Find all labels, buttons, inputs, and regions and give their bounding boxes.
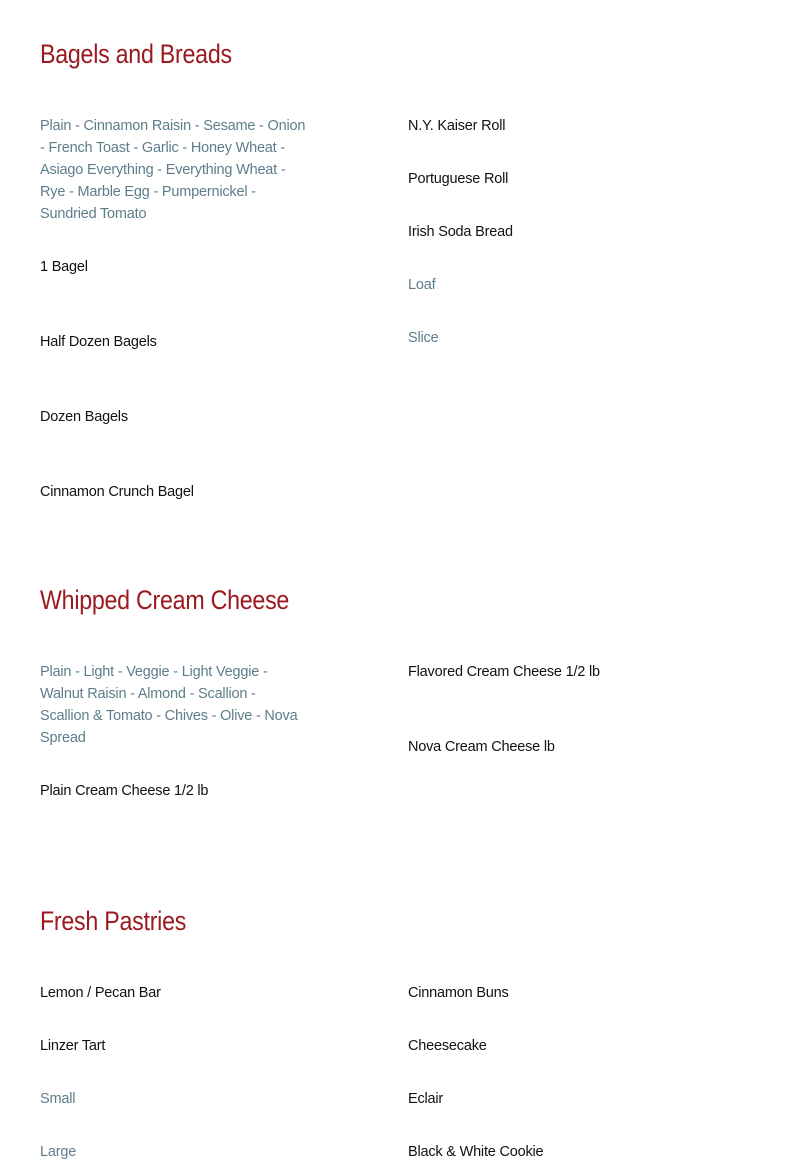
menu-item-cheesecake[interactable]: Cheesecake: [408, 1038, 487, 1054]
section-title-whipped-cream-cheese: Whipped Cream Cheese: [40, 585, 290, 615]
bagel-flavors-line-5: Sundried Tomato: [40, 206, 147, 222]
menu-item-plain-cream-cheese-half-lb[interactable]: Plain Cream Cheese 1/2 lb: [40, 783, 209, 799]
option-slice[interactable]: Slice: [408, 330, 439, 346]
option-small[interactable]: Small: [40, 1091, 76, 1107]
menu-item-dozen-bagels[interactable]: Dozen Bagels: [40, 409, 128, 425]
menu-item-irish-soda-bread[interactable]: Irish Soda Bread: [408, 224, 513, 240]
menu-item-black-and-white-cookie[interactable]: Black & White Cookie: [408, 1144, 544, 1160]
menu-item-half-dozen-bagels[interactable]: Half Dozen Bagels: [40, 334, 157, 350]
section-title-fresh-pastries: Fresh Pastries: [40, 906, 187, 936]
cream-cheese-flavors-line-4: Spread: [40, 730, 86, 746]
bagel-flavors-line-3: Asiago Everything - Everything Wheat -: [40, 162, 286, 178]
cream-cheese-flavors-line-3: Scallion & Tomato - Chives - Olive - Nova: [40, 708, 298, 724]
menu-item-linzer-tart[interactable]: Linzer Tart: [40, 1038, 106, 1054]
option-loaf[interactable]: Loaf: [408, 277, 436, 293]
bagel-flavors-line-2: - French Toast - Garlic - Honey Wheat -: [40, 140, 285, 156]
menu-item-lemon-pecan-bar[interactable]: Lemon / Pecan Bar: [40, 985, 161, 1001]
menu-item-flavored-cream-cheese-half-lb[interactable]: Flavored Cream Cheese 1/2 lb: [408, 664, 600, 680]
menu-item-cinnamon-buns[interactable]: Cinnamon Buns: [408, 985, 509, 1001]
menu-item-portuguese-roll[interactable]: Portuguese Roll: [408, 171, 509, 187]
option-large[interactable]: Large: [40, 1144, 77, 1160]
bagel-flavors-line-1: Plain - Cinnamon Raisin - Sesame - Onion: [40, 118, 306, 134]
menu-item-nova-cream-cheese-lb[interactable]: Nova Cream Cheese lb: [408, 739, 555, 755]
menu-item-ny-kaiser-roll[interactable]: N.Y. Kaiser Roll: [408, 118, 506, 134]
bagel-flavors-line-4: Rye - Marble Egg - Pumpernickel -: [40, 184, 256, 200]
menu-item-eclair[interactable]: Eclair: [408, 1091, 444, 1107]
menu-item-cinnamon-crunch-bagel[interactable]: Cinnamon Crunch Bagel: [40, 484, 194, 500]
cream-cheese-flavors-line-2: Walnut Raisin - Almond - Scallion -: [40, 686, 256, 702]
section-title-bagels-and-breads: Bagels and Breads: [40, 39, 232, 69]
cream-cheese-flavors-line-1: Plain - Light - Veggie - Light Veggie -: [40, 664, 268, 680]
menu-item-1-bagel[interactable]: 1 Bagel: [40, 259, 88, 275]
